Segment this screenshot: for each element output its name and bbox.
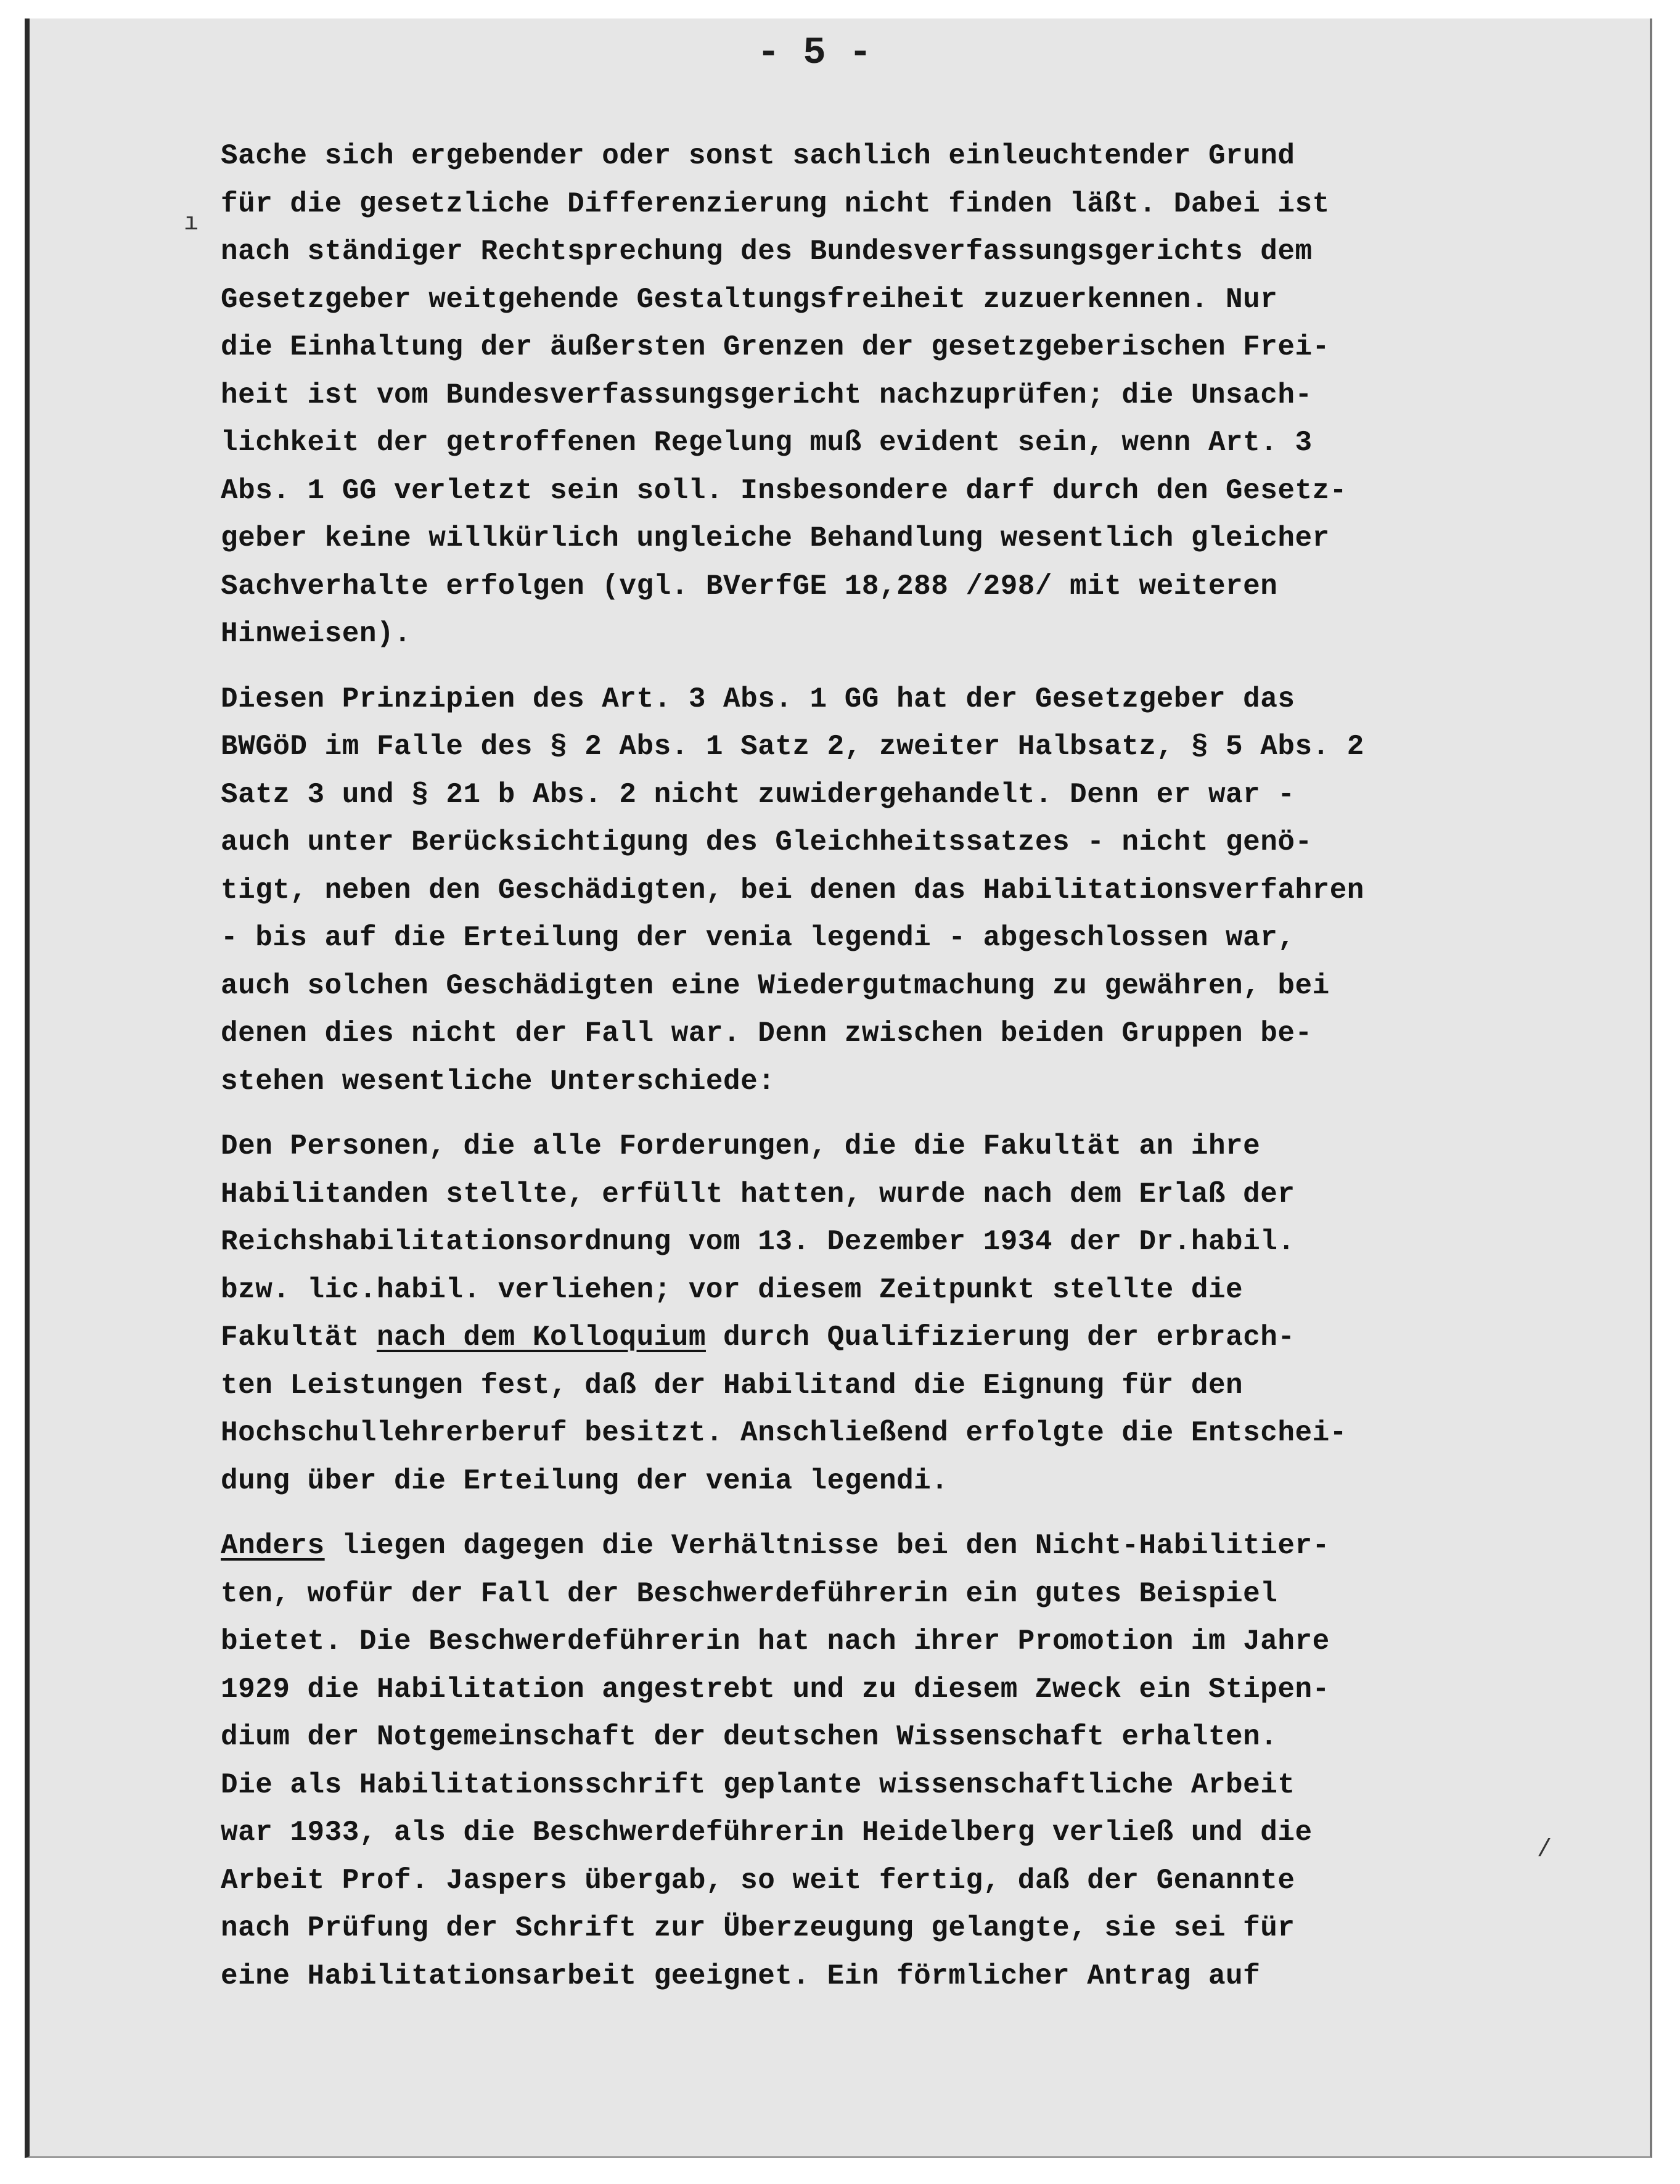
text-line bbox=[221, 1857, 1577, 1905]
text-line bbox=[221, 1762, 1577, 1810]
text-line bbox=[221, 1522, 1577, 1570]
line-text: für die gesetzliche Differenzierung nicht finden läßt. Dabei ist bbox=[221, 187, 1330, 220]
line-text: Diesen Prinzipien des Art. 3 Abs. 1 GG hat der Gesetzgeber das bbox=[221, 683, 1295, 715]
text-line bbox=[221, 963, 1577, 1011]
line-text: geber keine willkürlich ungleiche Behandlung wesentlich gleicher bbox=[221, 522, 1330, 554]
line-text: war 1933, als die Beschwerdeführerin Heidelberg verließ und die bbox=[221, 1817, 1313, 1849]
line-text: ten Leistungen fest, daß der Habilitand die Eignung für den bbox=[221, 1369, 1244, 1402]
text-line bbox=[221, 228, 1577, 276]
text-line bbox=[221, 1058, 1577, 1106]
line-text: Sache sich ergebender oder sonst sachlich einleuchtender Grund bbox=[221, 140, 1295, 172]
line-text: auch solchen Geschädigten eine Wiedergutmachung zu gewähren, bei bbox=[221, 969, 1330, 1002]
paragraph-1 bbox=[221, 133, 1577, 659]
text-line bbox=[221, 1123, 1577, 1171]
text-line bbox=[221, 133, 1577, 181]
text-line bbox=[221, 324, 1577, 372]
text-line bbox=[221, 1314, 1577, 1362]
text-line bbox=[221, 867, 1577, 915]
paragraph-4 bbox=[221, 1522, 1577, 2000]
text-line bbox=[221, 419, 1577, 467]
text-line bbox=[221, 1905, 1577, 1953]
line-text: eine Habilitationsarbeit geeignet. Ein förmlicher Antrag auf bbox=[221, 1960, 1261, 1992]
line-text: Arbeit Prof. Jaspers übergab, so weit fertig, daß der Genannte bbox=[221, 1864, 1295, 1897]
text-line bbox=[221, 723, 1577, 771]
line-text: dium der Notgemeinschaft der deutschen Wissenschaft erhalten. bbox=[221, 1721, 1278, 1753]
text-line bbox=[221, 1809, 1577, 1857]
left-margin-mark: ı bbox=[184, 210, 199, 237]
text-line bbox=[221, 515, 1577, 563]
text-line bbox=[221, 1266, 1577, 1315]
body-text bbox=[221, 133, 1577, 2018]
text-line bbox=[221, 563, 1577, 611]
text-line bbox=[221, 1570, 1577, 1619]
text-line bbox=[221, 914, 1577, 963]
line-text: Sachverhalte erfolgen (vgl. BVerfGE 18,288 /298/ mit weiteren bbox=[221, 570, 1278, 602]
line-text: stehen wesentliche Unterschiede: bbox=[221, 1065, 776, 1098]
line-text: nach ständiger Rechtsprechung des Bundesverfassungsgerichts dem bbox=[221, 236, 1313, 268]
line-text: dung über die Erteilung der venia legendi. bbox=[221, 1464, 949, 1497]
text-line bbox=[221, 676, 1577, 724]
page-number: - 5 - bbox=[757, 31, 872, 75]
line-text: durch Qualifizierung der erbrach- bbox=[705, 1321, 1295, 1353]
paragraph-3 bbox=[221, 1123, 1577, 1505]
line-text: Reichshabilitationsordnung vom 13. Dezember 1934 der Dr.habil. bbox=[221, 1226, 1295, 1258]
text-line bbox=[221, 819, 1577, 867]
line-text: tigt, neben den Geschädigten, bei denen das Habilitationsverfahren bbox=[221, 874, 1364, 906]
text-line bbox=[221, 610, 1577, 659]
text-line bbox=[221, 181, 1577, 229]
line-text: - bis auf die Erteilung der venia legendi - abgeschlossen war, bbox=[221, 922, 1295, 954]
text-line bbox=[221, 1953, 1577, 2001]
line-text: BWGöD im Falle des § 2 Abs. 1 Satz 2, zweiter Halbsatz, § 5 Abs. 2 bbox=[221, 731, 1364, 763]
typewritten-page bbox=[25, 18, 1652, 2158]
line-text: die Einhaltung der äußersten Grenzen der gesetzgeberischen Frei- bbox=[221, 331, 1330, 363]
text-line bbox=[221, 771, 1577, 819]
text-line bbox=[221, 467, 1577, 515]
text-line bbox=[221, 1410, 1577, 1458]
line-text: Fakultät bbox=[221, 1321, 377, 1353]
line-text: denen dies nicht der Fall war. Denn zwischen beiden Gruppen be- bbox=[221, 1017, 1313, 1049]
text-line bbox=[221, 1458, 1577, 1506]
underlined-phrase: Anders bbox=[221, 1530, 325, 1562]
line-text: lichkeit der getroffenen Regelung muß evident sein, wenn Art. 3 bbox=[221, 427, 1313, 459]
line-text: liegen dagegen die Verhältnisse bei den Nicht-Habilitier- bbox=[324, 1530, 1330, 1562]
line-text: nach Prüfung der Schrift zur Überzeugung gelangte, sie sei für bbox=[221, 1912, 1295, 1944]
line-text: Abs. 1 GG verletzt sein soll. Insbesondere darf durch den Gesetz- bbox=[221, 474, 1347, 507]
line-text: heit ist vom Bundesverfassungsgericht nachzuprüfen; die Unsach- bbox=[221, 379, 1313, 411]
line-text: Den Personen, die alle Forderungen, die die Fakultät an ihre bbox=[221, 1130, 1261, 1162]
text-line bbox=[221, 1362, 1577, 1410]
text-line bbox=[221, 1218, 1577, 1266]
text-line bbox=[221, 276, 1577, 324]
text-line bbox=[221, 1618, 1577, 1666]
underlined-phrase: nach dem Kolloquium bbox=[376, 1321, 706, 1353]
line-text: ten, wofür der Fall der Beschwerdeführerin ein gutes Beispiel bbox=[221, 1577, 1278, 1610]
line-text: Habilitanden stellte, erfüllt hatten, wurde nach dem Erlaß der bbox=[221, 1178, 1295, 1210]
line-text: Hochschullehrerberuf besitzt. Anschließend erfolgte die Entschei- bbox=[221, 1417, 1347, 1449]
line-text: Satz 3 und § 21 b Abs. 2 nicht zuwidergehandelt. Denn er war - bbox=[221, 778, 1295, 811]
text-line bbox=[221, 1714, 1577, 1762]
line-text: Gesetzgeber weitgehende Gestaltungsfreiheit zuzuerkennen. Nur bbox=[221, 283, 1278, 316]
line-text: 1929 die Habilitation angestrebt und zu diesem Zweck ein Stipen- bbox=[221, 1673, 1330, 1706]
line-text: Hinweisen). bbox=[221, 618, 412, 650]
line-text: bzw. lic.habil. verliehen; vor diesem Zeitpunkt stellte die bbox=[221, 1273, 1244, 1306]
line-text: auch unter Berücksichtigung des Gleichheitssatzes - nicht genö- bbox=[221, 826, 1313, 858]
text-line bbox=[221, 1171, 1577, 1219]
line-text: Die als Habilitationsschrift geplante wissenschaftliche Arbeit bbox=[221, 1768, 1295, 1801]
text-line bbox=[221, 1666, 1577, 1714]
text-line bbox=[221, 1010, 1577, 1058]
line-text: bietet. Die Beschwerdeführerin hat nach ihrer Promotion im Jahre bbox=[221, 1625, 1330, 1657]
right-margin-mark: / bbox=[1537, 1836, 1552, 1864]
text-line bbox=[221, 372, 1577, 420]
paragraph-2 bbox=[221, 676, 1577, 1106]
